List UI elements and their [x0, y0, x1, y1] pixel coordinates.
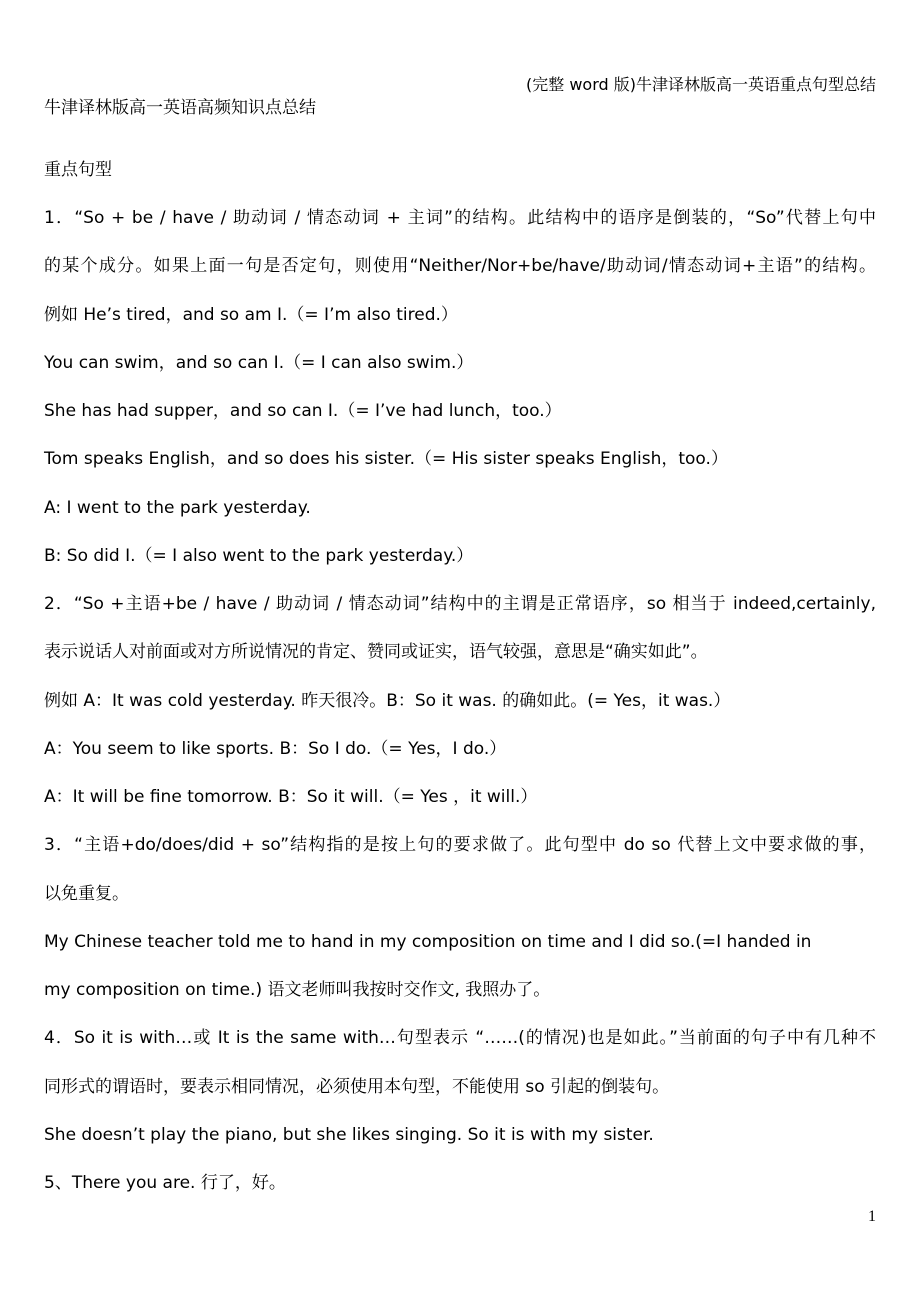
paragraph-line: 以免重复。: [44, 883, 129, 904]
paragraph-line: 同形式的谓语时，要表示相同情况，必须使用本句型，不能使用 so 引起的倒装句。: [44, 1076, 670, 1097]
paragraph-line: Tom speaks English，and so does his sister.（= His sister speaks English，too.）: [44, 449, 728, 470]
section-heading: 重点句型: [44, 160, 112, 180]
paragraph-line: B: So did I.（= I also went to the park yesterday.）: [44, 545, 474, 566]
paragraph-line: She has had supper，and so can I.（= I’ve had lunch，too.）: [44, 401, 562, 421]
page-number: 1: [868, 1208, 876, 1225]
paragraph-line: 例如 He’s tired，and so am I.（= I’m also tired.）: [44, 304, 458, 325]
document-title: 牛津译林版高一英语高频知识点总结: [44, 98, 316, 118]
paragraph-line: A: I went to the park yesterday.: [44, 497, 311, 518]
paragraph-line: my composition on time.) 语文老师叫我按时交作文, 我照办了。: [44, 980, 551, 1000]
paragraph-line: My Chinese teacher told me to hand in my composition on time and I did so.(=I handed in: [44, 931, 812, 952]
paragraph-line: A：You seem to like sports. B：So I do.（= Yes，I do.）: [44, 738, 507, 759]
paragraph-line: 1．“So + be / have / 助动词 / 情态动词 + 主词”的结构。此结构中的语序是倒装的，“So”代替上句中: [44, 208, 876, 228]
paragraph-line: 3．“主语+do/does/did + so”结构指的是按上句的要求做了。此句型中 do so 代替上文中要求做的事，: [44, 835, 876, 856]
paragraph-line: She doesn’t play the piano, but she likes singing. So it is with my sister.: [44, 1124, 654, 1145]
paragraph-line: 4．So it is with…或 It is the same with…句型表示 “……(的情况)也是如此。”当前面的句子中有几种不: [44, 1028, 876, 1049]
paragraph-line: 表示说话人对前面或对方所说情况的肯定、赞同或证实，语气较强，意思是“确实如此”。: [44, 642, 708, 663]
paragraph-line: 例如 A：It was cold yesterday. 昨天很冷。B：So it was. 的确如此。(= Yes，it was.）: [44, 690, 731, 711]
paragraph-line: A：It will be fine tomorrow. B：So it will.（= Yes ，it will.）: [44, 787, 538, 807]
paragraph-line: You can swim，and so can I.（= I can also swim.）: [44, 352, 474, 373]
paragraph-line: 2．“So +主语+be / have / 助动词 / 情态动词”结构中的主谓是正常语序，so 相当于 indeed,certainly,: [44, 594, 876, 614]
paragraph-line: 5、There you are. 行了，好。: [44, 1173, 286, 1193]
paragraph-line: 的某个成分。如果上面一句是否定句，则使用“Neither/Nor+be/have/助动词/情态动词+主语”的结构。: [44, 256, 876, 277]
page-header: (完整 word 版)牛津译林版高一英语重点句型总结: [526, 75, 876, 94]
